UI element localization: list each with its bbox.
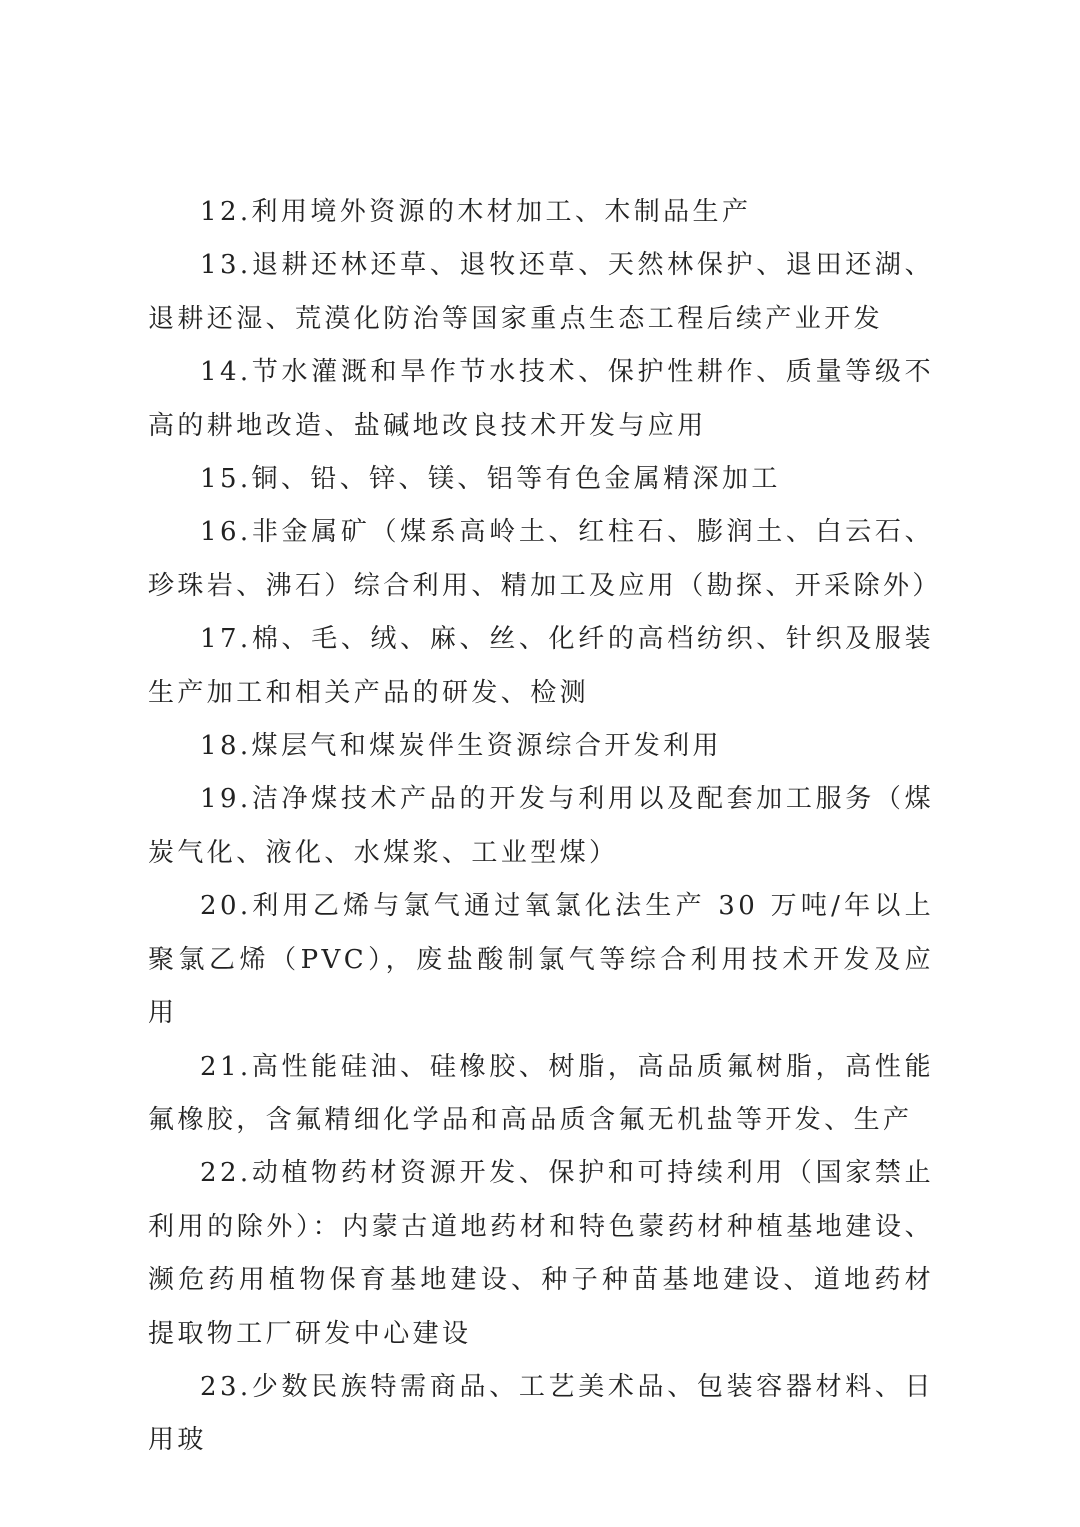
list-item-14: 14.节水灌溉和旱作节水技术、保护性耕作、质量等级不高的耕地改造、盐碱地改良技术开发与应用 (148, 357, 934, 441)
list-item-17: 17.棉、毛、绒、麻、丝、化纤的高档纺织、针织及服装生产加工和相关产品的研发、检测 (148, 624, 934, 708)
list-item-23: 23.少数民族特需商品、工艺美术品、包装容器材料、日用玻 (148, 1371, 934, 1456)
list-item-21: 21.高性能硅油、硅橡胶、树脂，高品质氟树脂，高性能氟橡胶，含氟精细化学品和高品质含氟无机盐等开发、生产 (148, 1051, 934, 1135)
list-item-12: 12.利用境外资源的木材加工、木制品生产 (200, 197, 752, 227)
list-item-20: 20.利用乙烯与氯气通过氧氯化法生产 30 万吨/年以上聚氯乙烯（PVC），废盐酸制氯气等综合利用技术开发及应用 (148, 891, 934, 1029)
list-item-19: 19.洁净煤技术产品的开发与利用以及配套加工服务（煤炭气化、液化、水煤浆、工业型煤） (148, 784, 934, 868)
list-item-13: 13.退耕还林还草、退牧还草、天然林保护、退田还湖、退耕还湿、荒漠化防治等国家重点生态工程后续产业开发 (148, 250, 934, 334)
list-item-22: 22.动植物药材资源开发、保护和可持续利用（国家禁止利用的除外）：内蒙古道地药材和特色蒙药材种植基地建设、濒危药用植物保育基地建设、种子种苗基地建设、道地药材提取物工厂研发中心建设 (148, 1158, 934, 1349)
list-item-18: 18.煤层气和煤炭伴生资源综合开发利用 (200, 731, 722, 762)
list-item-16: 16.非金属矿（煤系高岭土、红柱石、膨润土、白云石、珍珠岩、沸石）综合利用、精加工及应用（勘探、开采除外） (148, 517, 942, 601)
list-item-15: 15.铜、铅、锌、镁、铝等有色金属精深加工 (200, 464, 781, 495)
document-body (148, 186, 942, 1468)
